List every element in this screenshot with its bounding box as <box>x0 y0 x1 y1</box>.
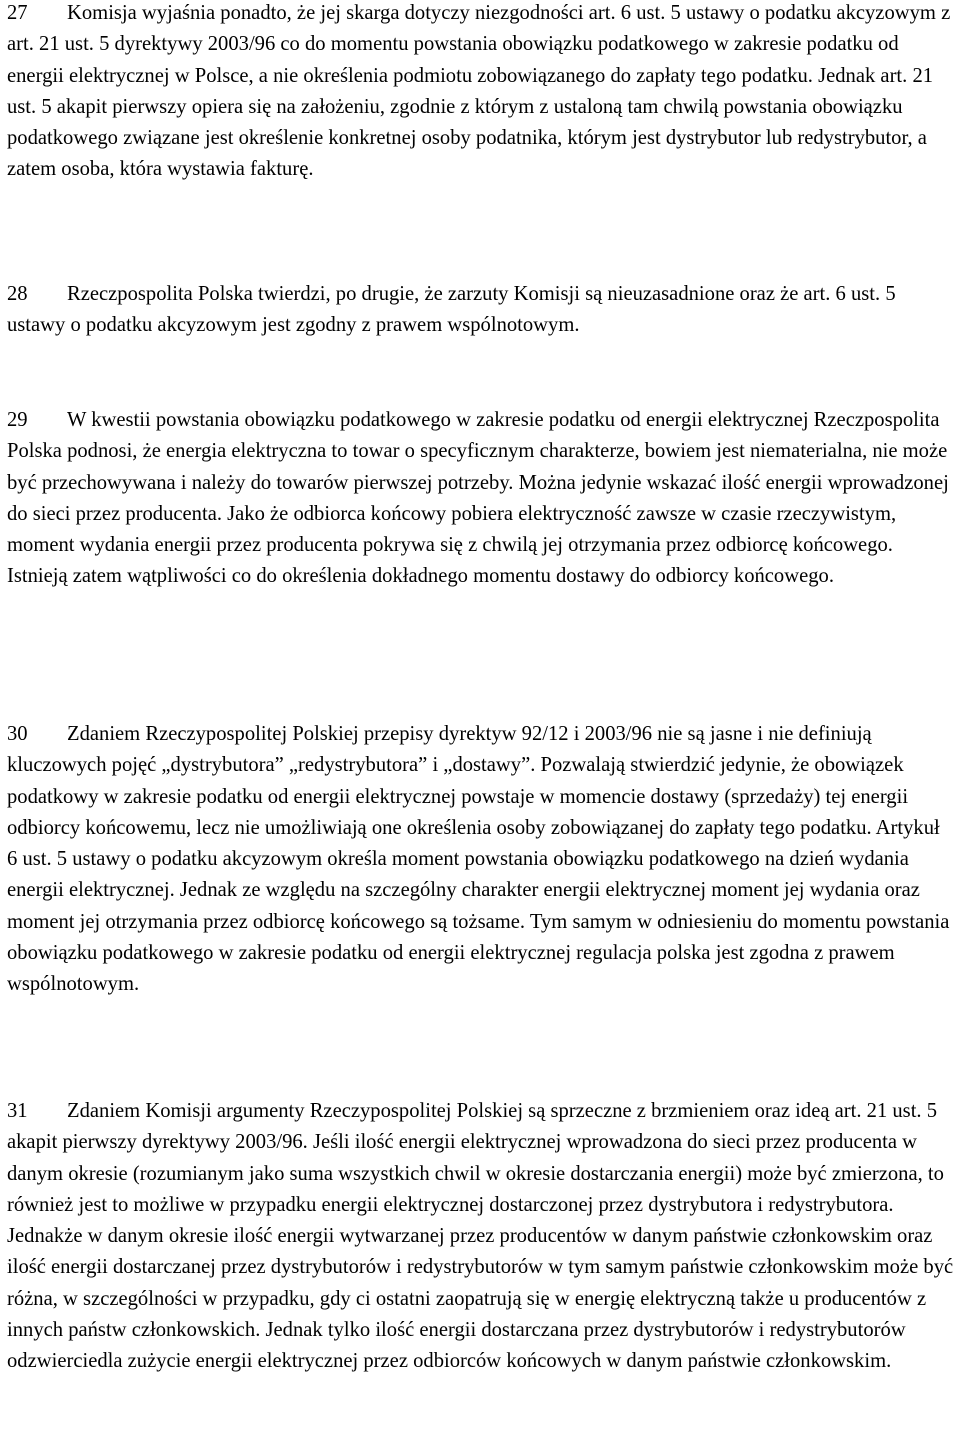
paragraph-text: Zdaniem Komisji argumenty Rzeczypospolitej Polskiej są sprzeczne z brzmieniem oraz ideą art. 21 ust. 5 akapit pierwszy dyrektywy 2003/96. Jeśli ilość energii elektrycznej wprowadzona do sieci przez producenta w danym okresie (rozumianym jako suma wszystkich chwil w okresie dostarczania energii) może być zmierzona, to również jest to możliwe w przypadku energii elektrycznej dostarczonej przez dystrybutora i redystrybutora. Jednakże w danym okresie ilość energii wytwarzanej przez producentów w danym państwie członkowskim oraz ilość energii dostarczanej przez dystrybutorów i redystrybutorów w tym samym państwie członkowskim może być różna, w szczególności w przypadku, gdy ci ostatni zaopatrują się w energię elektryczną także u producentów z innych państw członkowskich. Jednak tylko ilość energii dostarczana przez dystrybutorów i redystrybutorów odzwierciedla zużycie energii elektrycznej przez odbiorców końcowych w danym państwie członkowskim. <box>7 1100 954 1373</box>
paragraph-30 <box>7 719 955 1001</box>
paragraph-28 <box>7 279 955 342</box>
paragraph-number: 28 <box>7 283 28 305</box>
paragraph-text: W kwestii powstania obowiązku podatkowego w zakresie podatku od energii elektrycznej Rzeczpospolita Polska podnosi, że energia elektryczna to towar o specyficznym charakterze, bowiem jest niematerialna, nie może być przechowywana i należy do towarów pierwszej potrzeby. Można jedynie wskazać ilość energii wprowadzonej do sieci przez producenta. Jako że odbiorca końcowy pobiera elektryczność zawsze w czasie rzeczywistym, moment wydania energii przez producenta pokrywa się z chwilą jej otrzymania przez odbiorcę końcowego. Istnieją zatem wątpliwości co do określenia dokładnego momentu dostawy do odbiorcy końcowego. <box>7 409 949 588</box>
paragraph-number: 31 <box>7 1100 28 1122</box>
paragraph-text: Rzeczpospolita Polska twierdzi, po drugie, że zarzuty Komisji są nieuzasadnione oraz że art. 6 ust. 5 ustawy o podatku akcyzowym jest zgodny z prawem wspólnotowym. <box>7 283 896 337</box>
paragraph-31 <box>7 1096 955 1378</box>
paragraph-text: Komisja wyjaśnia ponadto, że jej skarga dotyczy niezgodności art. 6 ust. 5 ustawy o podatku akcyzowym z art. 21 ust. 5 dyrektywy 2003/96 co do momentu powstania obowiązku podatkowego w zakresie podatku od energii elektrycznej w Polsce, a nie określenia podmiotu zobowiązanego do zapłaty tego podatku. Jednak art. 21 ust. 5 akapit pierwszy opiera się na założeniu, zgodnie z którym z ustaloną tam chwilą powstania obowiązku podatkowego związane jest określenie konkretnej osoby podatnika, którym jest dystrybutor lub redystrybutor, a zatem osoba, która wystawia fakturę. <box>7 2 951 181</box>
paragraph-27 <box>7 0 955 186</box>
paragraph-number: 27 <box>7 2 28 24</box>
paragraph-text: Zdaniem Rzeczypospolitej Polskiej przepisy dyrektyw 92/12 i 2003/96 nie są jasne i nie definiują kluczowych pojęć „dystrybutora” „redystrybutora” i „dostawy”. Pozwalają stwierdzić jedynie, że obowiązek podatkowy w zakresie podatku od energii elektrycznej powstaje w momencie dostawy (sprzedaży) tej energii odbiorcy końcowemu, lecz nie umożliwiają one określenia osoby zobowiązanej do zapłaty tego podatku. Artykuł 6 ust. 5 ustawy o podatku akcyzowym określa moment powstania obowiązku podatkowego na dzień wydania energii elektrycznej. Jednak ze względu na szczególny charakter energii elektrycznej moment jej wydania oraz moment jej otrzymania przez odbiorcę końcowego są tożsame. Tym samym w odniesieniu do momentu powstania obowiązku podatkowego w zakresie podatku od energii elektrycznej regulacja polska jest zgodna z prawem wspólnotowym. <box>7 723 950 996</box>
paragraph-29 <box>7 405 955 593</box>
paragraph-number: 30 <box>7 723 28 745</box>
paragraph-number: 29 <box>7 409 28 431</box>
